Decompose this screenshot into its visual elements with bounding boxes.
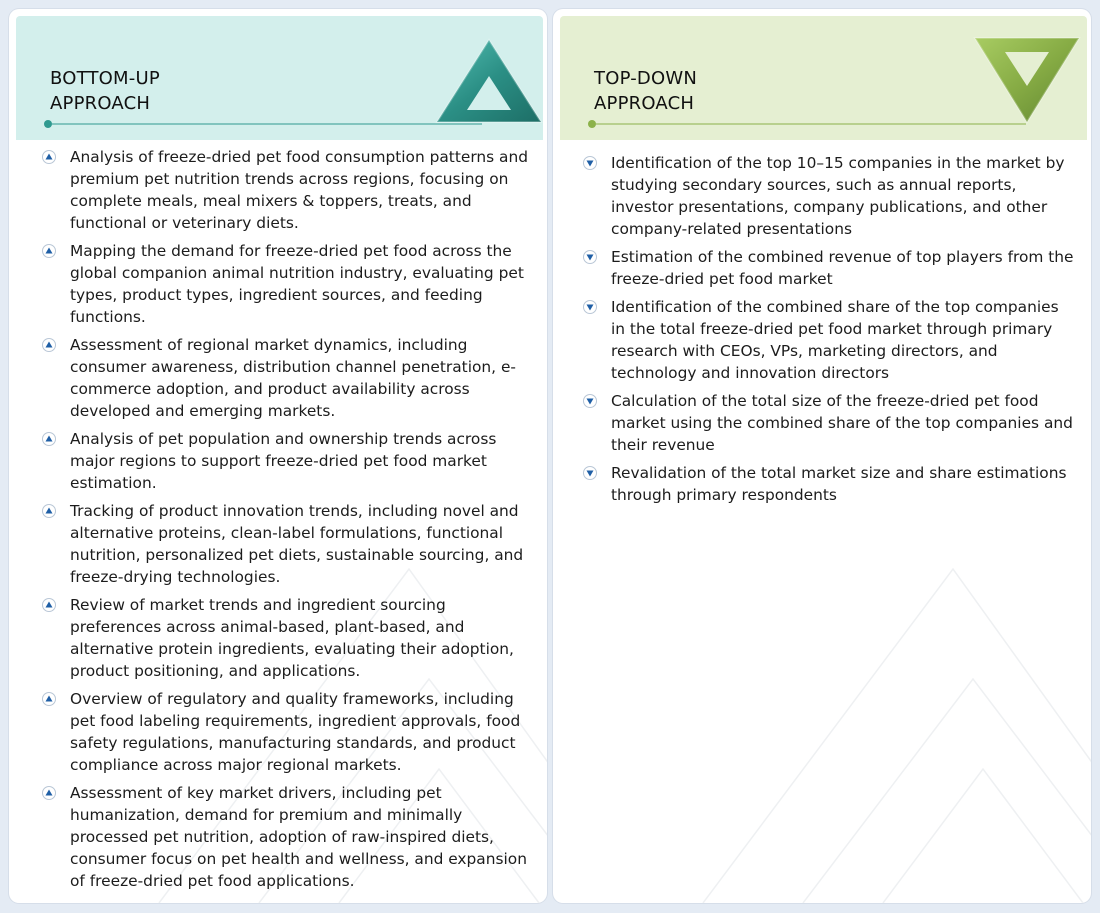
list-item [583, 462, 1077, 506]
triangle-down-icon [583, 466, 597, 480]
list-item-text: Revalidation of the total market size and share estimations through primary respondents [611, 464, 1067, 504]
triangle-up-icon [42, 786, 56, 800]
list-item [583, 152, 1077, 240]
triangle-up-icon [42, 598, 56, 612]
list-item-text: Overview of regulatory and quality frameworks, including pet food labeling requirements, ingredient approvals, food safety regulations, manufacturing standards, and product compliance across major regional markets. [70, 690, 521, 774]
bottom-up-panel [9, 9, 547, 903]
list-item-text: Assessment of key market drivers, including pet humanization, demand for premium and minimally processed pet nutrition, adoption of raw-inspired diets, consumer focus on pet health and wellness, and expansion of freeze-dried pet food applications. [70, 784, 527, 890]
list-item [42, 500, 532, 588]
triangle-up-icon [42, 244, 56, 258]
top-down-list [583, 152, 1077, 512]
triangle-up-icon [42, 432, 56, 446]
triangle-down-icon [583, 394, 597, 408]
list-item-text: Identification of the combined share of the top companies in the total freeze-dried pet food market through primary research with CEOs, VPs, marketing directors, and technology and innovation directors [611, 298, 1059, 382]
bottom-up-title: BOTTOM-UP APPROACH [50, 68, 160, 114]
list-item-text: Review of market trends and ingredient sourcing preferences across animal-based, plant-based, and alternative protein ingredients, evaluating their adoption, product positioning, and applications. [70, 596, 514, 680]
triangle-down-icon [583, 250, 597, 264]
list-item-text: Analysis of pet population and ownership trends across major regions to support freeze-dried pet food market estimation. [70, 430, 497, 492]
list-item-text: Tracking of product innovation trends, including novel and alternative proteins, clean-label formulations, functional nutrition, personalized pet diets, sustainable sourcing, and freeze-drying technologies. [70, 502, 524, 586]
list-item [42, 334, 532, 422]
list-item [42, 240, 532, 328]
list-item-text: Calculation of the total size of the freeze-dried pet food market using the combined share of the top companies and their revenue [611, 392, 1073, 454]
header-divider-line [586, 118, 1026, 130]
triangle-up-icon [42, 150, 56, 164]
triangle-up-emblem-icon [435, 38, 543, 124]
list-item-text: Estimation of the combined revenue of top players from the freeze-dried pet food market [611, 248, 1074, 288]
triangle-up-icon [42, 338, 56, 352]
bottom-up-list [42, 146, 532, 898]
triangle-up-icon [42, 692, 56, 706]
list-item [583, 296, 1077, 384]
top-down-title: TOP-DOWN APPROACH [594, 68, 698, 114]
header-divider-line [42, 118, 482, 130]
list-item [42, 428, 532, 494]
triangle-up-icon [42, 504, 56, 518]
list-item [42, 688, 532, 776]
top-down-panel [553, 9, 1091, 903]
list-item-text: Assessment of regional market dynamics, including consumer awareness, distribution channel penetration, e-commerce adoption, and product availability across developed and emerging markets. [70, 336, 516, 420]
bottom-up-header [16, 16, 543, 140]
triangle-down-emblem-icon [973, 36, 1081, 124]
list-item [583, 390, 1077, 456]
list-item-text: Analysis of freeze-dried pet food consumption patterns and premium pet nutrition trends across regions, focusing on complete meals, meal mixers & toppers, treats, and functional or veterinary diets. [70, 148, 529, 232]
list-item [42, 146, 532, 234]
list-item [42, 594, 532, 682]
list-item [42, 782, 532, 892]
list-item-text: Mapping the demand for freeze-dried pet food across the global companion animal nutrition industry, evaluating pet types, product types, ingredient sources, and feeding functions. [70, 242, 524, 326]
top-down-header [560, 16, 1087, 140]
triangle-down-icon [583, 156, 597, 170]
triangle-down-icon [583, 300, 597, 314]
list-item [583, 246, 1077, 290]
list-item-text: Identification of the top 10–15 companies in the market by studying secondary sources, such as annual reports, investor presentations, company publications, and other company-related presentations [611, 154, 1065, 238]
